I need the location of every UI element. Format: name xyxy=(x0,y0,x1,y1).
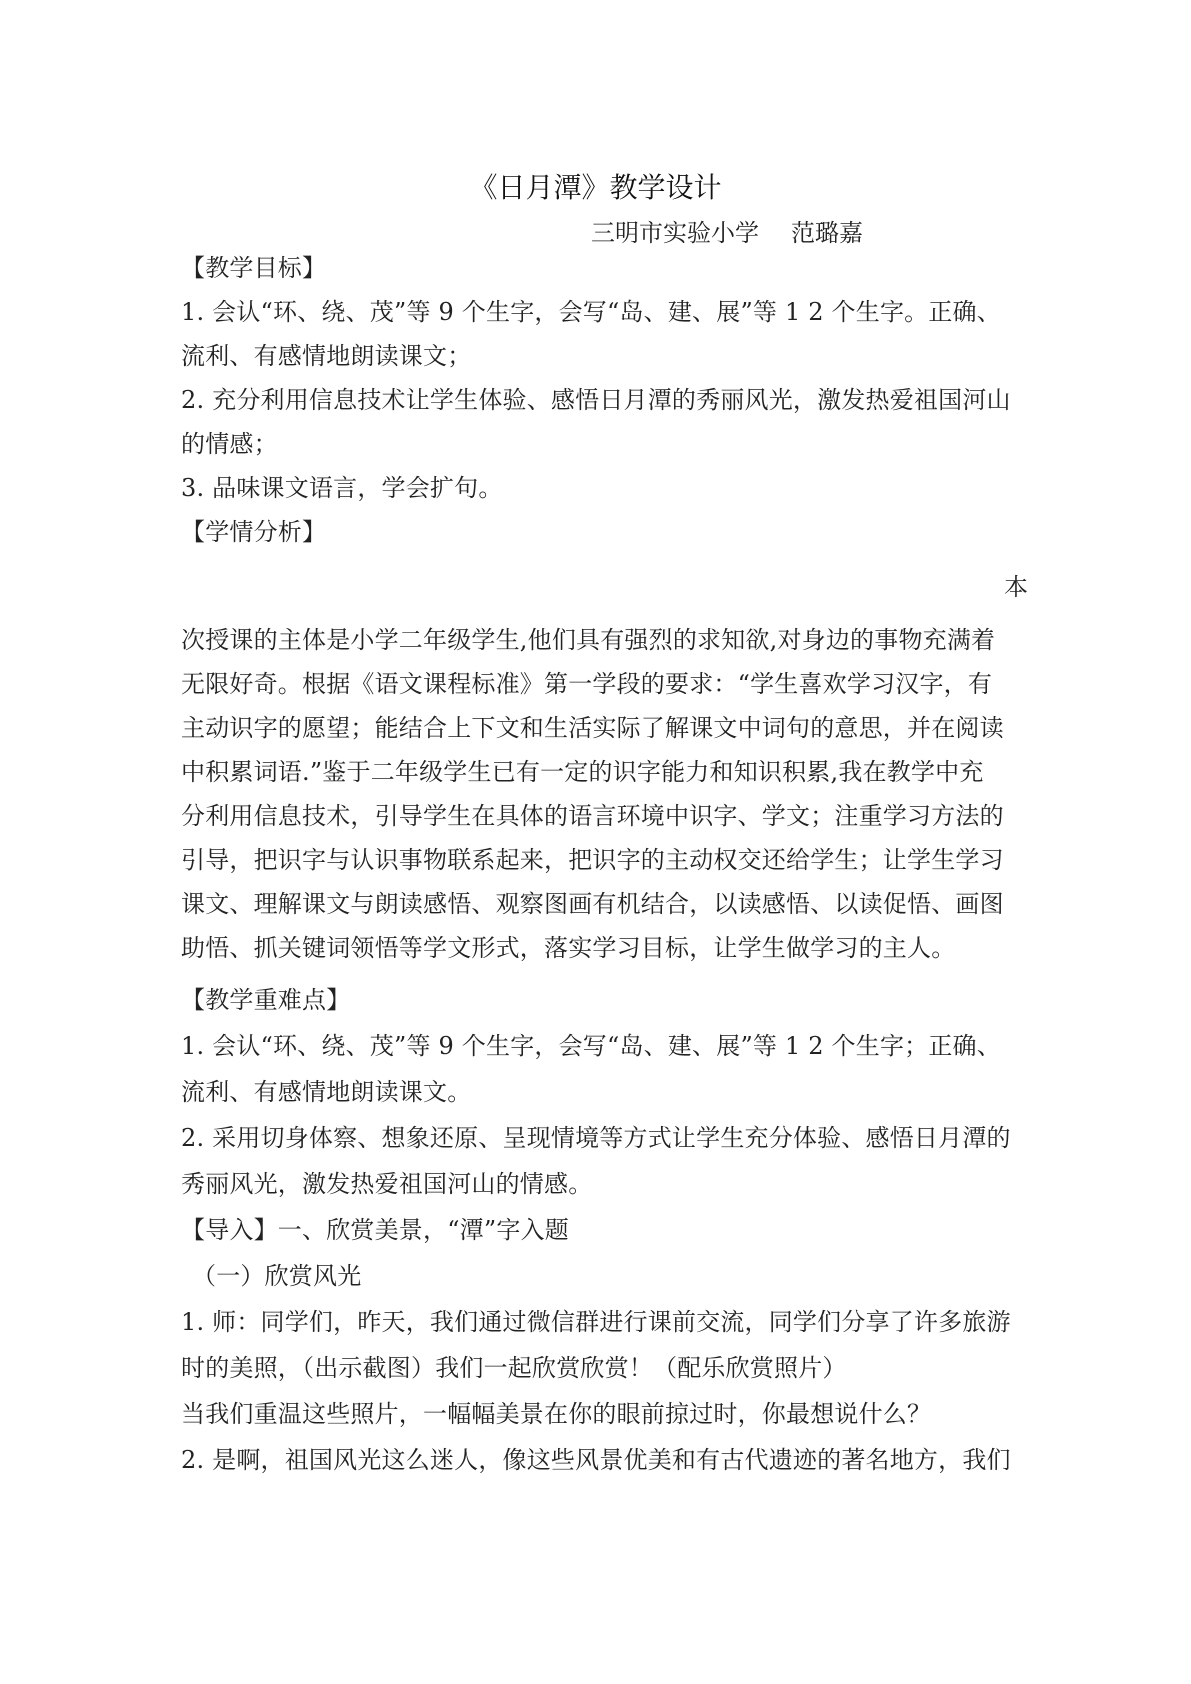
goal-line: 2. 充分利用信息技术让学生体验、感悟日月潭的秀丽风光，激发热爱祖国河山 xyxy=(181,386,1011,414)
key-point-line: 流利、有感情地朗读课文。 xyxy=(181,1078,472,1106)
document-title: 《日月潭》教学设计 xyxy=(469,171,722,204)
key-point-line: 1. 会认“环、绕、茂”等 9 个生字，会写“岛、建、展”等 1 2 个生字；正确、 xyxy=(181,1032,1001,1060)
analysis-heading: 【学情分析】 xyxy=(181,518,327,546)
intro-line: 1. 师：同学们，昨天，我们通过微信群进行课前交流，同学们分享了许多旅游 xyxy=(181,1308,1011,1336)
analysis-line: 助悟、抓关键词领悟等学文形式，落实学习目标，让学生做学习的主人。 xyxy=(181,934,956,962)
school-name: 三明市实验小学 xyxy=(591,219,759,247)
analysis-line: 无限好奇。根据《语文课程标准》第一学段的要求：“学生喜欢学习汉字，有 xyxy=(181,670,993,698)
analysis-line: 引导，把识字与认识事物联系起来，把识字的主动权交还给学生；让学生学习 xyxy=(181,846,1004,874)
intro-line: 当我们重温这些照片，一幅幅美景在你的眼前掠过时，你最想说什么？ xyxy=(181,1400,932,1428)
analysis-line: 次授课的主体是小学二年级学生,他们具有强烈的求知欲,对身边的事物充满着 xyxy=(181,626,996,654)
intro-heading: 【导入】一、欣赏美景，“潭”字入题 xyxy=(181,1216,569,1244)
intro-line: 2. 是啊，祖国风光这么迷人，像这些风景优美和有古代遗迹的著名地方，我们 xyxy=(181,1446,1011,1474)
goals-heading: 【教学目标】 xyxy=(181,254,327,282)
analysis-line: 主动识字的愿望；能结合上下文和生活实际了解课文中词句的意思，并在阅读 xyxy=(181,714,1004,742)
analysis-line: 中积累词语.”鉴于二年级学生已有一定的识字能力和知识积累,我在教学中充 xyxy=(181,758,984,786)
analysis-line: 课文、理解课文与朗读感悟、观察图画有机结合，以读感悟、以读促悟、画图 xyxy=(181,890,1004,918)
analysis-first-word: 本 xyxy=(1004,573,1028,601)
key-points-heading: 【教学重难点】 xyxy=(181,986,351,1014)
author-name: 范璐嘉 xyxy=(791,219,863,247)
analysis-line: 分利用信息技术，引导学生在具体的语言环境中识字、学文；注重学习方法的 xyxy=(181,802,1004,830)
key-point-line: 2. 采用切身体察、想象还原、呈现情境等方式让学生充分体验、感悟日月潭的 xyxy=(181,1124,1011,1152)
goal-line: 流利、有感情地朗读课文； xyxy=(181,342,472,370)
key-point-line: 秀丽风光，激发热爱祖国河山的情感。 xyxy=(181,1170,593,1198)
goal-line: 的情感； xyxy=(181,430,278,458)
goal-line: 1. 会认“环、绕、茂”等 9 个生字，会写“岛、建、展”等 1 2 个生字。正确、 xyxy=(181,298,1001,326)
author-line xyxy=(591,216,863,250)
intro-subheading: （一）欣赏风光 xyxy=(192,1262,362,1290)
goal-line: 3. 品味课文语言，学会扩句。 xyxy=(181,474,503,502)
intro-line: 时的美照，（出示截图）我们一起欣赏欣赏！（配乐欣赏照片） xyxy=(181,1354,847,1382)
